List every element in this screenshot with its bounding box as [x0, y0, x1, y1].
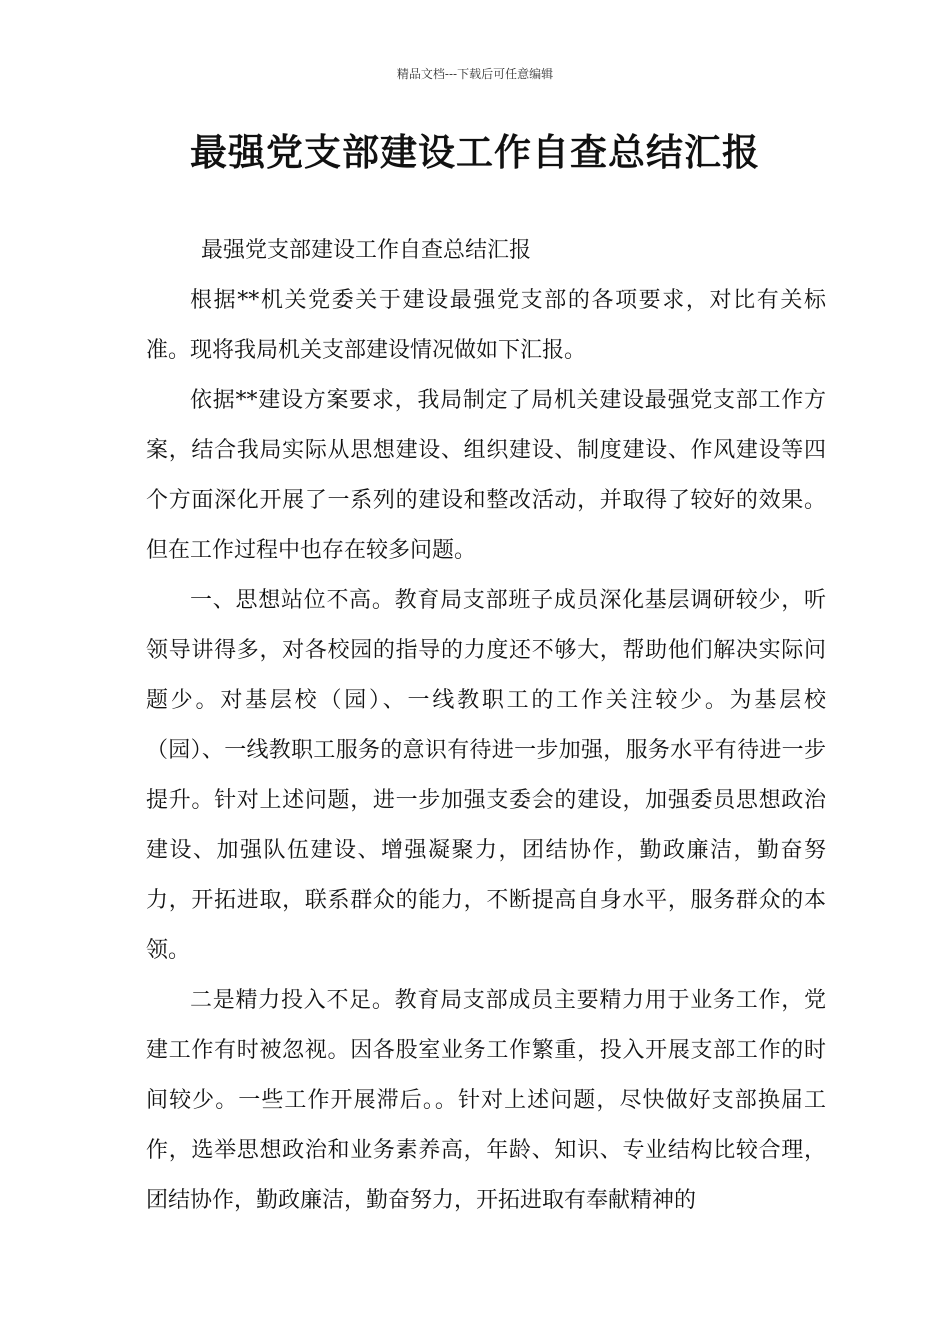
paragraph-intro: 根据**机关党委关于建设最强党支部的各项要求，对比有关标准。现将我局机关支部建设情况做如下汇报。	[146, 288, 826, 363]
paragraph-overview: 依据**建设方案要求，我局制定了局机关建设最强党支部工作方案，结合我局实际从思想建设、组织建设、制度建设、作风建设等四个方面深化开展了一系列的建设和整改活动，并取得了较好的效果。但在工作过程中也存在较多问题。	[146, 388, 826, 563]
header-note: 精品文档---下载后可任意编辑	[396, 67, 554, 81]
document-title: 最强党支部建设工作自查总结汇报	[190, 131, 760, 174]
paragraph-issue-two: 二是精力投入不足。教育局支部成员主要精力用于业务工作，党建工作有时被忽视。因各股室业务工作繁重，投入开展支部工作的时间较少。一些工作开展滞后。。针对上述问题，尽快做好支部换届工作，选举思想政治和业务素养高，年龄、知识、专业结构比较合理，团结协作，勤政廉洁，勤奋努力，开拓进取有奉献精神的	[146, 988, 826, 1213]
document-body	[146, 226, 826, 1226]
paragraph-subtitle: 最强党支部建设工作自查总结汇报	[201, 238, 532, 263]
paragraph-issue-one: 一、思想站位不高。教育局支部班子成员深化基层调研较少，听领导讲得多，对各校园的指导的力度还不够大，帮助他们解决实际问题少。对基层校（园）、一线教职工的工作关注较少。为基层校（园）、一线教职工服务的意识有待进一步加强，服务水平有待进一步提升。针对上述问题，进一步加强支委会的建设，加强委员思想政治建设、加强队伍建设、增强凝聚力，团结协作，勤政廉洁，勤奋努力，开拓进取，联系群众的能力，不断提高自身水平，服务群众的本领。	[146, 588, 826, 963]
